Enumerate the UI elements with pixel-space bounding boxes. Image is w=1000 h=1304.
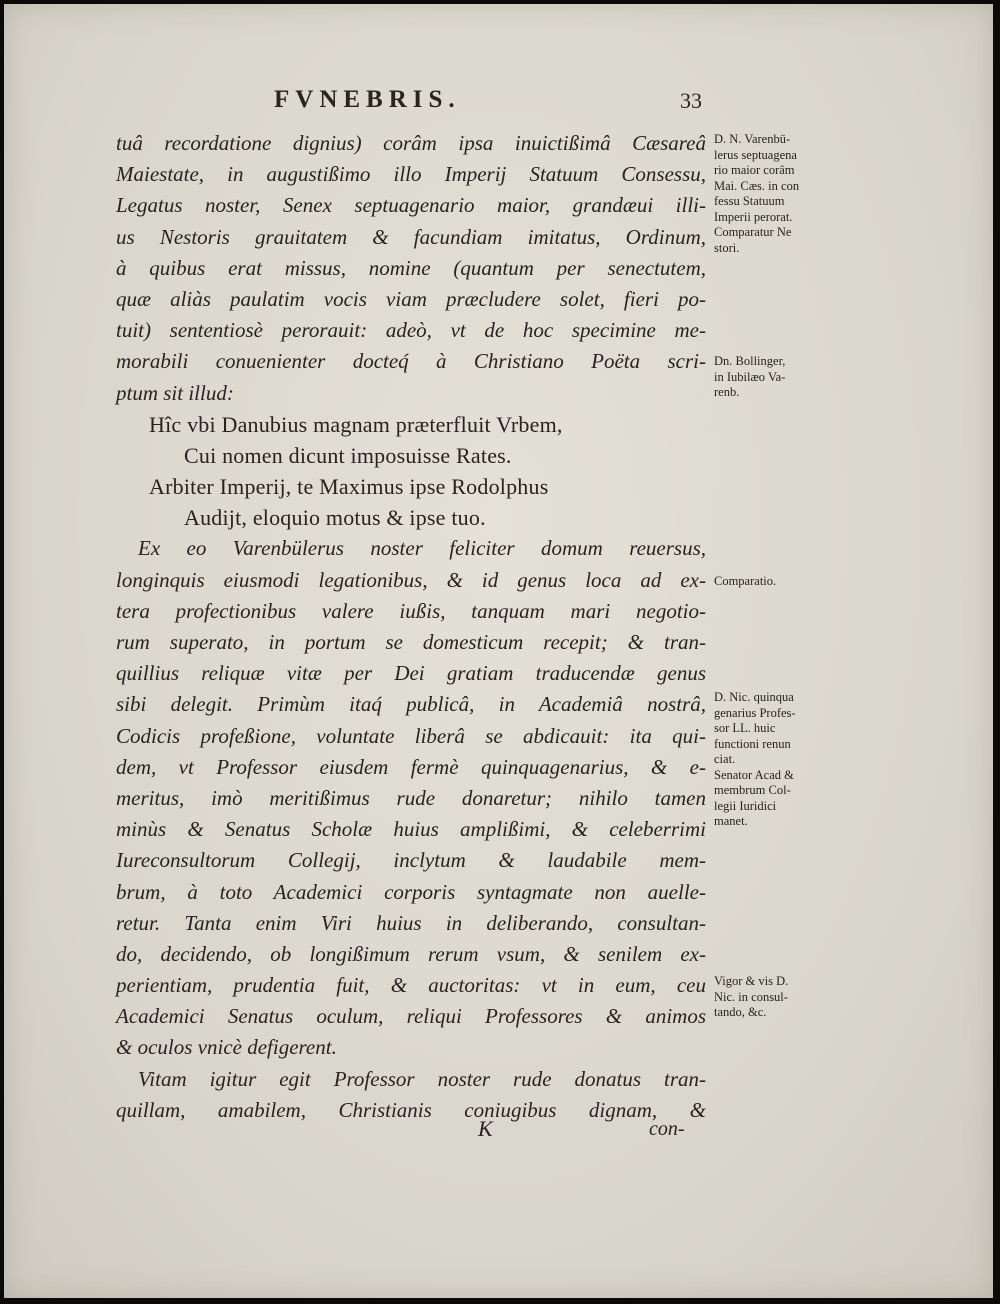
text-line: quæ aliàs paulatim vocis viam præcludere solet, fieri po- bbox=[116, 286, 706, 311]
margin-note bbox=[714, 574, 844, 590]
margin-note-line: Nic. in consul- bbox=[714, 989, 788, 1004]
margin-note-line: manet. bbox=[714, 814, 748, 828]
text-line: rum superato, in portum se domesticum recepit; & tran- bbox=[116, 630, 706, 654]
margin-note-line: ciat. bbox=[714, 752, 736, 766]
text-line: brum, à toto Academici corporis syntagmate non auelle- bbox=[116, 879, 706, 904]
text-line: & oculos vnicè defigerent. bbox=[116, 1035, 337, 1060]
text-line: morabili conuenienter docteq́ à Christiano Poëta scri- bbox=[116, 349, 706, 374]
text-line: sibi delegit. Primùm itaq́ publicâ, in Academiâ nostrâ, bbox=[116, 692, 706, 717]
margin-note-line: membrum Col- bbox=[714, 783, 791, 797]
margin-note-line: Dn. Bollinger, bbox=[714, 354, 786, 368]
margin-note-line: Mai. Cæs. in con bbox=[714, 178, 800, 193]
margin-note-line: tando, &c. bbox=[714, 1005, 767, 1019]
signature-mark: K bbox=[478, 1116, 493, 1141]
book-page bbox=[4, 4, 993, 1298]
text-line: Ex eo Varenbülerus noster feliciter domum reuersus, bbox=[138, 536, 706, 561]
main-text bbox=[116, 128, 706, 1126]
text-line: Iureconsultorum Collegij, inclytum & laudabile mem- bbox=[116, 848, 706, 873]
text-line: quillam, amabilem, Christianis coniugibus dignam, & bbox=[116, 1097, 706, 1122]
margin-note-line: legii Iuridici bbox=[714, 798, 777, 813]
text-line: dem, vt Professor eiusdem fermè quinquagenarius, & e- bbox=[116, 754, 706, 779]
text-line: Legatus noster, Senex septuagenario maior, grandæui illi- bbox=[116, 193, 706, 218]
margin-note-line: D. N. Varenbü- bbox=[714, 132, 791, 146]
margin-note-line: functioni renun bbox=[714, 736, 791, 751]
margin-note-line: Imperii perorat. bbox=[714, 209, 793, 224]
text-line: Maiestate, in augustißimo illo Imperij Statuum Consessu, bbox=[116, 162, 706, 187]
page-header bbox=[4, 86, 993, 116]
text-line: ptum sit illud: bbox=[116, 380, 234, 405]
text-line: longinquis eiusmodi legationibus, & id genus loca ad ex- bbox=[116, 567, 706, 592]
margin-note-line: in Iubilæo Va- bbox=[714, 369, 786, 384]
text-line: tuâ recordatione dignius) corâm ipsa inuictißimâ Cæsareâ bbox=[116, 131, 706, 155]
margin-note-line: Senator Acad & bbox=[714, 767, 794, 782]
verse-line: Hîc vbi Danubius magnam præterfluit Vrbem, bbox=[149, 411, 563, 437]
catchword: con- bbox=[649, 1118, 685, 1140]
text-line: Codicis profeßione, voluntate liberâ se abdicauit: ita qui- bbox=[116, 723, 706, 748]
margin-note-line: D. Nic. quinqua bbox=[714, 690, 794, 704]
verse-line: Arbiter Imperij, te Maximus ipse Rodolphus bbox=[149, 474, 549, 500]
margin-note-line: stori. bbox=[714, 240, 740, 255]
margin-note-line: Comparatio. bbox=[714, 574, 777, 588]
text-line: retur. Tanta enim Viri huius in deliberando, consultan- bbox=[116, 910, 706, 935]
margin-note-line: renb. bbox=[714, 385, 740, 399]
text-line: tuit) sententiosè perorauit: adeò, vt de hoc specimine me- bbox=[116, 318, 706, 343]
text-line: quillius reliquæ vitæ per Dei gratiam traducendæ genus bbox=[116, 661, 706, 686]
text-line: perientiam, prudentia fuit, & auctoritas: vt in eum, ceu bbox=[116, 973, 706, 998]
page-number: 33 bbox=[680, 88, 702, 113]
running-head: FVNEBRIS. bbox=[274, 86, 461, 113]
verse-line: Cui nomen dicunt imposuisse Rates. bbox=[184, 442, 512, 468]
margin-note-line: lerus septuagena bbox=[714, 147, 797, 162]
text-line: Vitam igitur egit Professor noster rude donatus tran- bbox=[138, 1066, 706, 1091]
text-line: à quibus erat missus, nomine (quantum per senectutem, bbox=[116, 255, 706, 280]
margin-note-line: sor LL. huic bbox=[714, 721, 776, 735]
text-line: minùs & Senatus Scholæ huius amplißimi, & celeberrimi bbox=[116, 817, 706, 842]
text-line: Academici Senatus oculum, reliqui Professores & animos bbox=[116, 1004, 706, 1029]
text-line: us Nestoris grauitatem & facundiam imitatus, Ordinum, bbox=[116, 224, 706, 249]
margin-note-line: Comparatur Ne bbox=[714, 225, 792, 239]
margin-note bbox=[714, 354, 844, 401]
text-line: meritus, imò meritißimus rude donaretur; nihilo tamen bbox=[116, 785, 706, 810]
margin-note bbox=[714, 690, 844, 830]
margin-note-line: Vigor & vis D. bbox=[714, 974, 789, 988]
margin-note-line: genarius Profes- bbox=[714, 705, 796, 720]
margin-note bbox=[714, 974, 844, 1021]
verse-line: Audijt, eloquio motus & ipse tuo. bbox=[184, 505, 486, 531]
margin-note-line: rio maior corâm bbox=[714, 163, 795, 177]
margin-note bbox=[714, 132, 844, 256]
text-line: tera profectionibus valere iußis, tanquam mari negotio- bbox=[116, 598, 706, 623]
text-line: do, decidendo, ob longißimum rerum vsum, & senilem ex- bbox=[116, 941, 706, 966]
margin-note-line: fessu Statuum bbox=[714, 194, 785, 208]
